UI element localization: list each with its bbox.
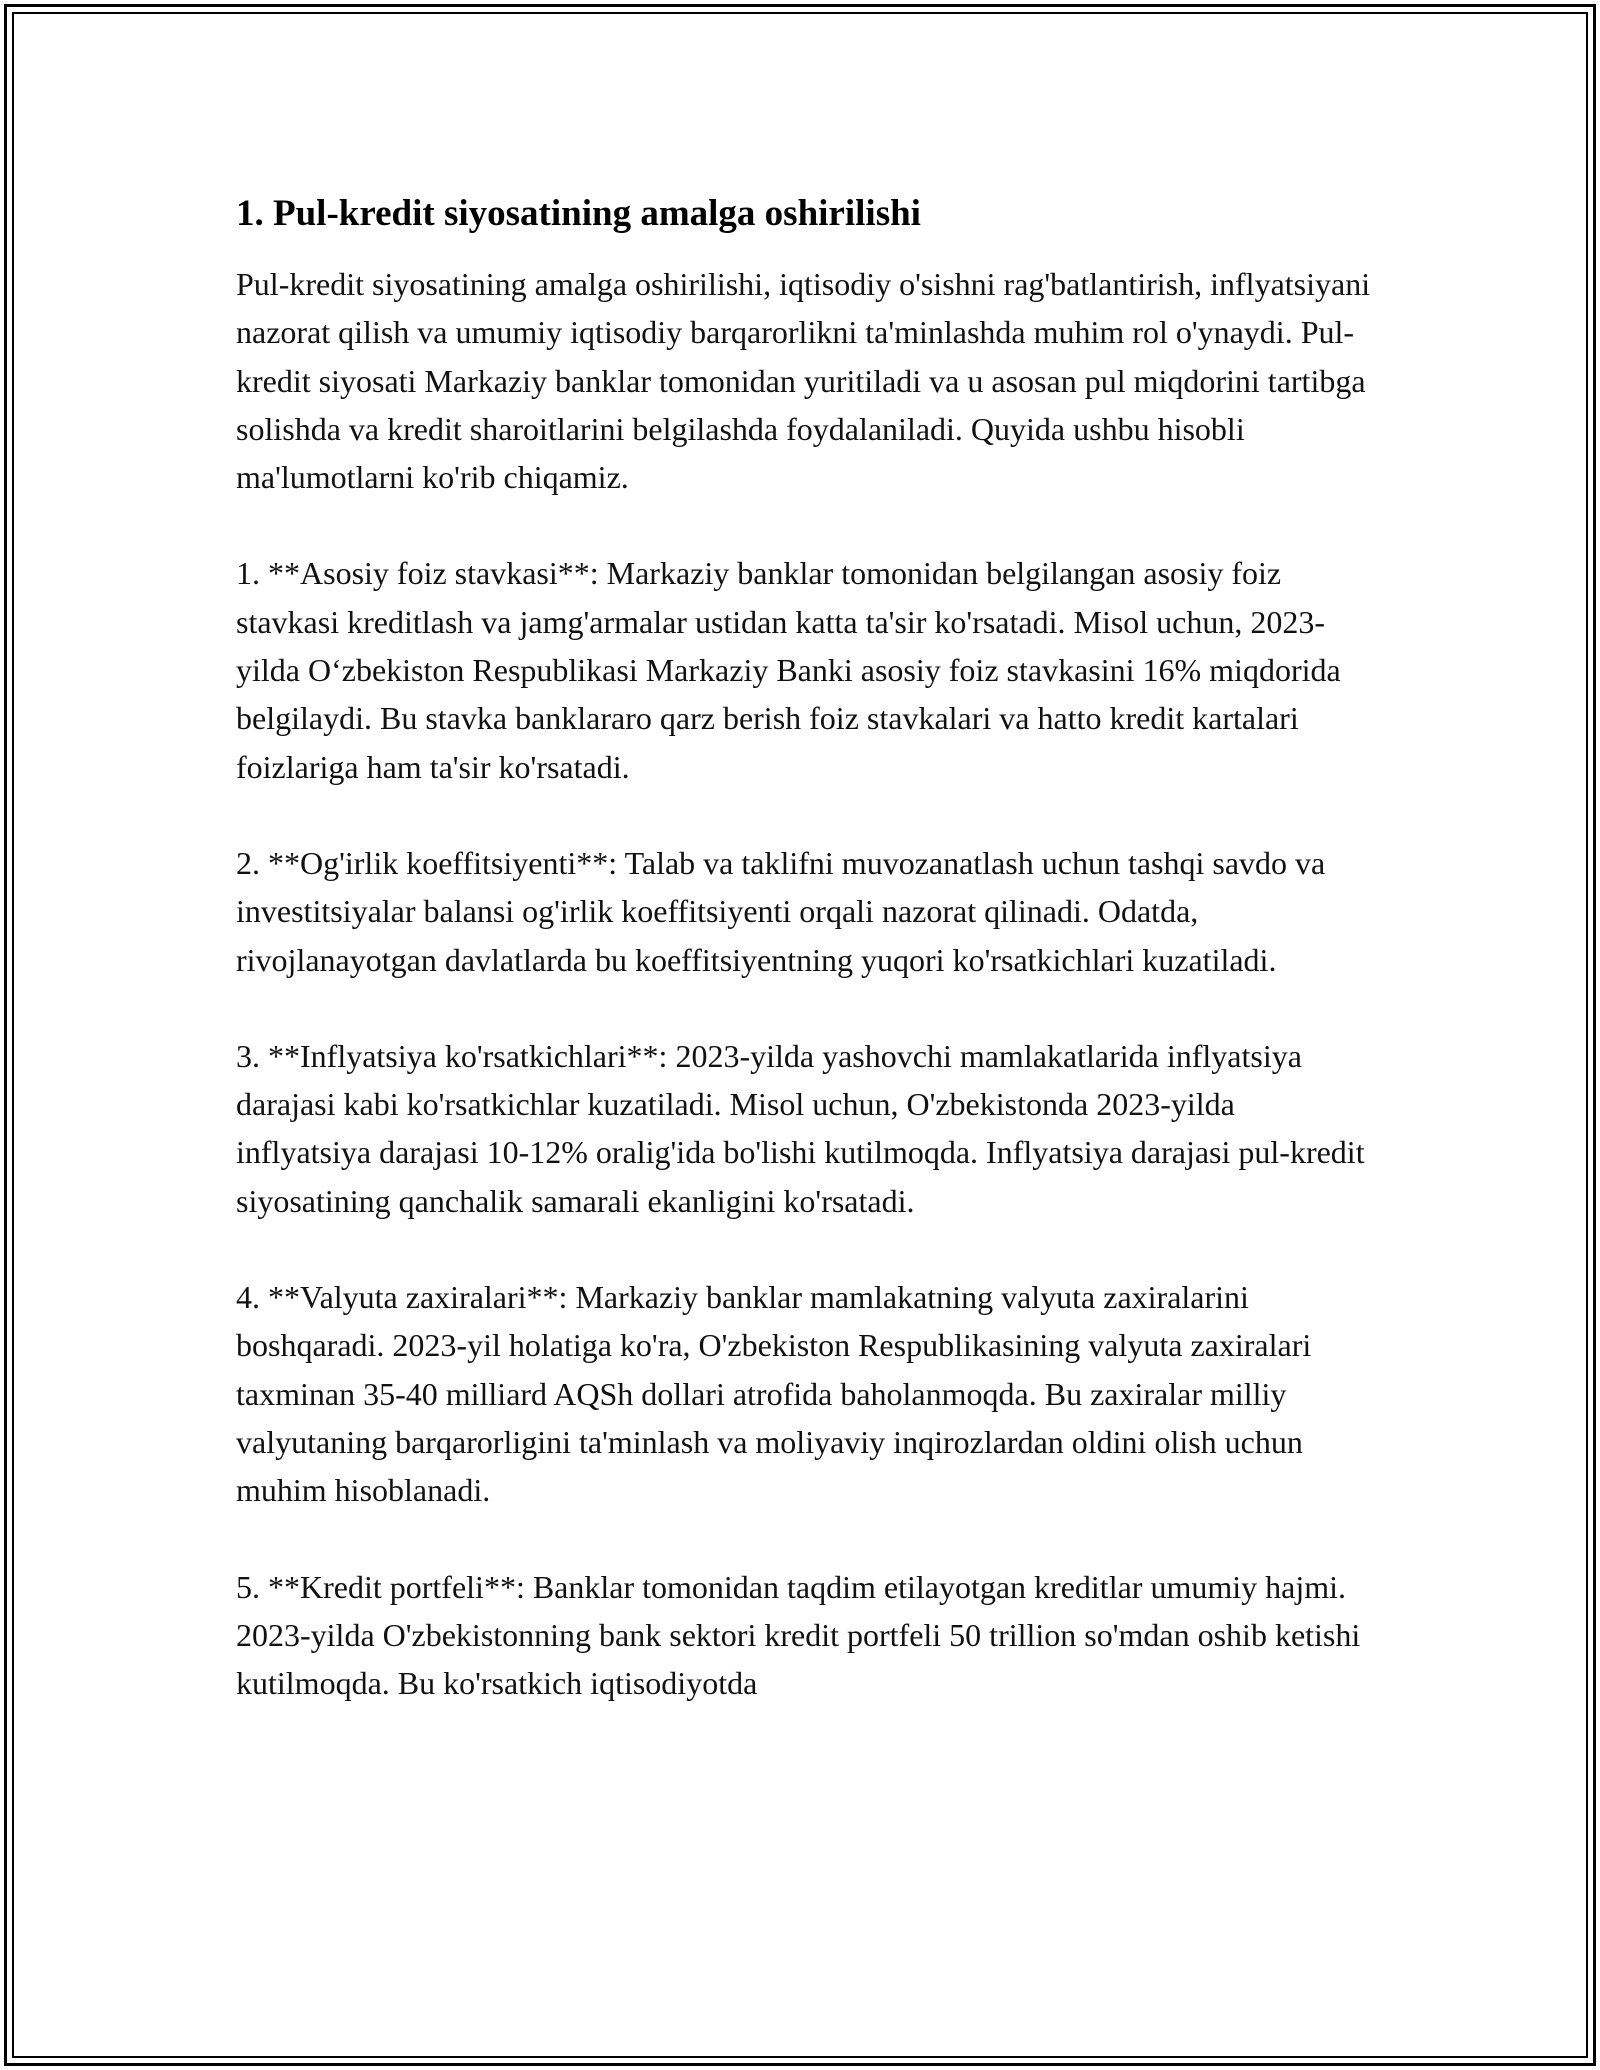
paragraph-weight-coefficient: 2. **Og'irlik koeffitsiyenti**: Talab va taklifni muvozanatlash uchun tashqi savdo va investitsiyalar balansi og'irlik koeffitsiyenti orqali nazorat qilinadi. Odatda, rivojlanayotgan davlatlarda bu koeffitsiyentning yuqori ko'rsatkichlari kuzatiladi. <box>236 844 1326 978</box>
intro-paragraph: Pul-kredit siyosatining amalga oshirilishi, iqtisodiy o'sishni rag'batlantirish, inflyatsiyani nazorat qilish va umumiy iqtisodiy barqarorlikni ta'minlashda muhim rol o'ynaydi. Pul-kredit siyosati Markaziy banklar tomonidan yuritiladi va u asosan pul miqdorini tartibga solishda va kredit sharoitlarini belgilashda foydalaniladi. Quyida ushbu hisobli ma'lumotlarni ko'rib chiqamiz. <box>236 266 1371 496</box>
paragraph-inflation: 3. **Inflyatsiya ko'rsatkichlari**: 2023-yilda yashovchi mamlakatlarida inflyatsiya darajasi kabi ko'rsatkichlar kuzatiladi. Misol uchun, O'zbekistonda 2023-yilda inflyatsiya darajasi 10-12% oralig'ida bo'lishi kutilmoqda. Inflyatsiya darajasi pul-kredit siyosatining qanchalik samarali ekanligini ko'rsatadi. <box>236 1037 1365 1219</box>
paragraph-currency-reserves: 4. **Valyuta zaxiralari**: Markaziy banklar mamlakatning valyuta zaxiralarini boshqaradi. 2023-yil holatiga ko'ra, O'zbekiston Respublikasining valyuta zaxiralari taxminan 35-40 milliard AQSh dollari atrofida baholanmoqda. Bu zaxiralar milliy valyutaning barqarorligini ta'minlash va moliyaviy inqirozlardan oldini olish uchun muhim hisoblanadi. <box>236 1279 1312 1509</box>
section-heading: 1. Pul-kredit siyosatining amalga oshirilishi <box>236 193 921 234</box>
document-body <box>236 190 1376 1755</box>
paragraph-credit-portfolio: 5. **Kredit portfeli**: Banklar tomonidan taqdim etilayotgan kreditlar umumiy hajmi. 2023-yilda O'zbekistonning bank sektori kredit portfeli 50 trillion so'mdan oshib ketishi kutilmoqda. Bu ko'rsatkich iqtisodiyotda <box>236 1568 1361 1702</box>
paragraph-interest-rate: 1. **Asosiy foiz stavkasi**: Markaziy banklar tomonidan belgilangan asosiy foiz stavkasi kreditlash va jamg'armalar ustidan katta ta'sir ko'rsatadi. Misol uchun, 2023-yilda O‘zbekiston Respublikasi Markaziy Banki asosiy foiz stavkasini 16% miqdorida belgilaydi. Bu stavka banklararo qarz berish foiz stavkalari va hatto kredit kartalari foizlariga ham ta'sir ko'rsatadi. <box>236 555 1341 785</box>
